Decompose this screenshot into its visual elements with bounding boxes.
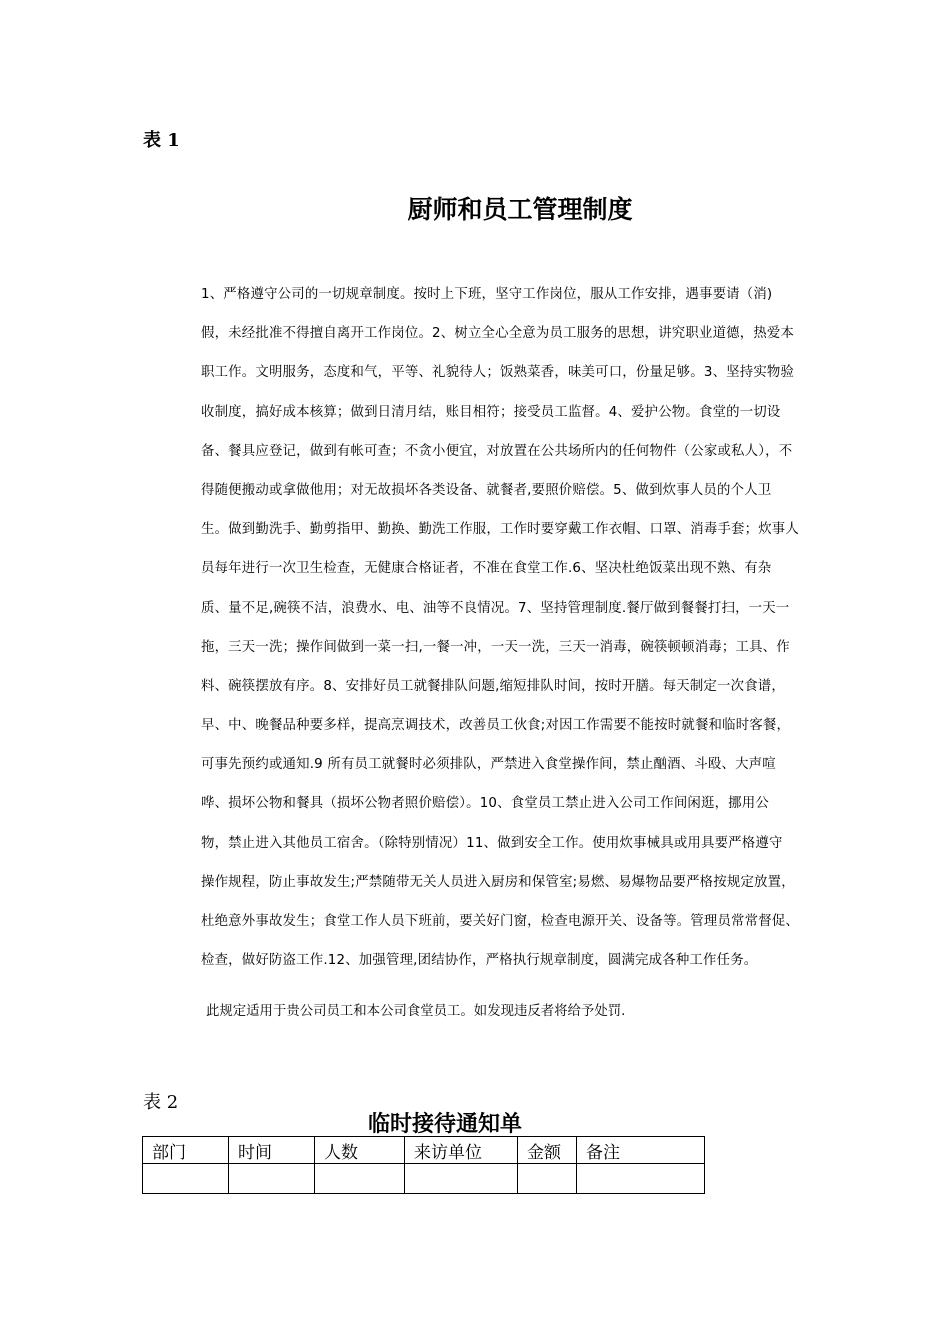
table-header-row <box>143 1137 705 1164</box>
cell-department[interactable] <box>143 1164 229 1194</box>
body-line: 可事先预约或通知.9 所有员工就餐时必须排队，严禁进入食堂操作间，禁止酗酒、斗殴、大声喧 <box>201 757 776 773</box>
cell-remarks[interactable] <box>577 1164 705 1194</box>
header-remarks: 备注 <box>577 1137 705 1164</box>
body-line: 员每年进行一次卫生检查，无健康合格证者，不准在食堂工作.6、坚决杜绝饭菜出现不熟、有杂 <box>201 561 772 577</box>
form-title: 临时接待通知单 <box>368 1112 523 1137</box>
closing-statement: 此规定适用于贵公司员工和本公司食堂员工。如发现违反者将给予处罚. <box>206 1004 626 1019</box>
body-line: 得随便搬动或拿做他用；对无故损坏各类设备、就餐者,要照价赔偿。5、做到炊事人员的个人卫 <box>201 482 772 498</box>
body-line: 假，未经批准不得擅自离开工作岗位。2、树立全心全意为员工服务的思想，讲究职业道德，热爱本 <box>201 326 795 342</box>
header-department: 部门 <box>143 1137 229 1164</box>
header-visiting-unit: 来访单位 <box>405 1137 518 1164</box>
cell-headcount[interactable] <box>315 1164 405 1194</box>
header-amount: 金额 <box>518 1137 577 1164</box>
body-line: 物，禁止进入其他员工宿舍。（除特别情况）11、做到安全工作。使用炊事械具或用具要严格遵守 <box>201 835 783 851</box>
body-line: 收制度，搞好成本核算；做到日清月结，账目相符；接受员工监督。4、爱护公物。食堂的一切设 <box>201 404 781 420</box>
body-line: 杜绝意外事故发生；食堂工作人员下班前，要关好门窗，检查电源开关、设备等。管理员常常督促、 <box>201 914 799 929</box>
header-headcount: 人数 <box>315 1137 405 1164</box>
cell-visiting-unit[interactable] <box>405 1164 518 1194</box>
body-line: 拖，三天一洗；操作间做到一菜一扫,一餐一冲，一天一洗，三天一消毒，碗筷顿顿消毒；工具、作 <box>201 639 790 655</box>
table-2-label: 表 2 <box>143 1092 179 1113</box>
table-1-label: 表 1 <box>143 130 180 151</box>
body-line: 备、餐具应登记，做到有帐可查；不贪小便宜，对放置在公共场所内的任何物件（公家或私人），不 <box>201 443 793 459</box>
body-line: 检查，做好防盗工作.12、加强管理,团结协作，严格执行规章制度，圆满完成各种工作任务。 <box>201 953 758 969</box>
cell-time[interactable] <box>229 1164 315 1194</box>
body-line: 1、严格遵守公司的一切规章制度。按时上下班，坚守工作岗位，服从工作安排，遇事要请（消) <box>201 287 773 302</box>
body-line: 哗、损坏公物和餐具（损坏公物者照价赔偿）。10、食堂员工禁止进入公司工作间闲逛，挪用公 <box>201 796 769 812</box>
body-line: 早、中、晚餐品种要多样，提高烹调技术，改善员工伙食;对因工作需要不能按时就餐和临时客餐， <box>201 718 791 734</box>
body-line: 质、量不足,碗筷不洁，浪费水、电、油等不良情况。7、坚持管理制度.餐厅做到餐餐打扫，一天一 <box>201 600 790 616</box>
document-title: 厨师和员工管理制度 <box>407 195 633 224</box>
regulations-body <box>201 284 841 989</box>
body-line: 料、碗筷摆放有序。8、安排好员工就餐排队问题,缩短排队时间，按时开膳。每天制定一次食谱， <box>201 678 785 694</box>
body-line: 职工作。文明服务，态度和气，平等、礼貌待人；饭熟菜香，味美可口，份量足够。3、坚持实物验 <box>201 365 795 381</box>
header-time: 时间 <box>229 1137 315 1164</box>
cell-amount[interactable] <box>518 1164 577 1194</box>
body-line: 操作规程，防止事故发生;严禁随带无关人员进入厨房和保管室;易燃、易爆物品要严格按规定放置， <box>201 874 795 890</box>
table-row <box>143 1164 705 1194</box>
reception-notice-table <box>142 1136 705 1194</box>
body-line: 生。做到勤洗手、勤剪指甲、勤换、勤洗工作服，工作时要穿戴工作衣帽、口罩、消毒手套；炊事人 <box>201 522 799 538</box>
